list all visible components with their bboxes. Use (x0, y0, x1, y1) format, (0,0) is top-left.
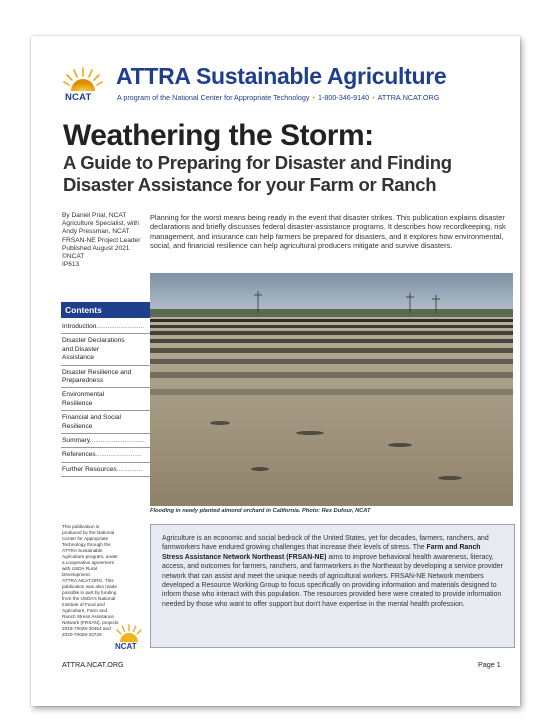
footer-website[interactable]: ATTRA.NCAT.ORG (62, 660, 124, 669)
document-title: Weathering the Storm: (63, 119, 374, 152)
toc-item-disaster-resilience[interactable]: Disaster Resilience and Preparedness (61, 366, 171, 389)
toc-item-summary[interactable]: Summary.............................. (61, 434, 171, 448)
brand-attra: ATTRA (116, 63, 190, 89)
brand-sustainable-agriculture: Sustainable Agriculture (195, 63, 447, 89)
ncat-logo-small-text: NCAT (115, 642, 137, 651)
funding-sidenote: This publication is produced by the National Center for Appropriate Technology through the ATTRA Sustainable Agriculture program, under a cooperative agreement with USDA Rural Development. ATTRA.NCAT.ORG. This publication was also made possible in part by funding from the USDA's National Institute of Food and Agriculture, Farm and Ranch Stress Assistance Network (FRSAN), projects 2019-70028-30464 and 2020-70028-32729. (62, 524, 119, 637)
author-line: Agriculture Specialist, with (62, 220, 139, 228)
ncat-sun-logo-icon (63, 67, 103, 91)
callout-bold-text: Farm and Ranch Stress Assistance Network Northeast (FRSAN-NE) (162, 544, 481, 561)
toc-item-references[interactable]: References......................... (61, 448, 171, 462)
author-line: ©NCAT (62, 253, 85, 261)
toc-item-disaster-declarations[interactable]: Disaster Declarations and Disaster Assistance (61, 334, 171, 365)
author-line: By Daniel Prial, NCAT (62, 212, 127, 219)
author-line: Andy Pressman, NCAT (62, 228, 130, 236)
program-text: A program of the National Center for Appropriate Technology (117, 93, 310, 102)
program-line: A program of the National Center for Appropriate Technology • 1-800-346-9140 • ATTRA.NCAT.ORG (117, 93, 440, 102)
flooded-orchard-photo (150, 273, 513, 506)
author-line: IP613 (62, 261, 80, 269)
author-block (62, 212, 146, 269)
toc-item-further-resources[interactable]: Further Resources.............. (61, 463, 171, 477)
photo-caption: Flooding in newly planted almond orchard in California. Photo: Rex Dufour, NCAT (150, 508, 371, 514)
toc-item-introduction[interactable]: Introduction.......................... (61, 320, 171, 334)
toc-item-financial-social-resilience[interactable]: Financial and Social Resilience (61, 411, 171, 434)
callout-text-before: Agriculture is an economic and social bedrock of the United States, yet for decades, farmers, ranchers, and farmworkers have endured growing challenges that increase their levels of stress. The (162, 535, 489, 552)
footer-page-number: Page 1 (478, 660, 501, 669)
author-line: Published August 2021 (62, 244, 130, 252)
document-subtitle: A Guide to Preparing for Disaster and Finding Disaster Assistance for your Farm or Ranch (63, 152, 452, 195)
ncat-logo-text: NCAT (65, 92, 92, 103)
callout-text-after: aims to improve behavioral health awareness, literacy, access, and outcomes for farmers, ranchers, and farmworkers in the Northeast by developing a service provider network that can assist and meet the unique needs of agricultural workers. FRSAN-NE Network members developed a Resource Working Group to focus specifically on providing information and materials designed to inform those who interact with this population. The resources provided here were created to provide information needed by those who want to offer support but don't have expertise in the mental health profession. (162, 553, 503, 608)
frsan-callout-box (150, 524, 515, 648)
contents-header: Contents (61, 302, 171, 318)
website-link[interactable]: ATTRA.NCAT.ORG (377, 93, 440, 102)
phone-number[interactable]: 1-800-346-9140 (317, 93, 370, 102)
intro-paragraph: Planning for the worst means being ready in the event that disaster strikes. This publication explains disaster declarations and briefly discusses federal disaster-assistance programs. It describes how recordkeeping, risk management, and insurance can help farmers be prepared for disasters, and it explores how environmental, social, and financial resilience can help agricultural producers mitigate and survive disasters. (150, 213, 506, 250)
ncat-sun-logo-small-icon (114, 624, 144, 642)
document-page (31, 36, 520, 706)
toc-item-environmental-resilience[interactable]: Environmental Resilience (61, 388, 171, 411)
author-line: FRSAN-NE Project Leader (62, 236, 141, 244)
brand-title (116, 63, 446, 90)
